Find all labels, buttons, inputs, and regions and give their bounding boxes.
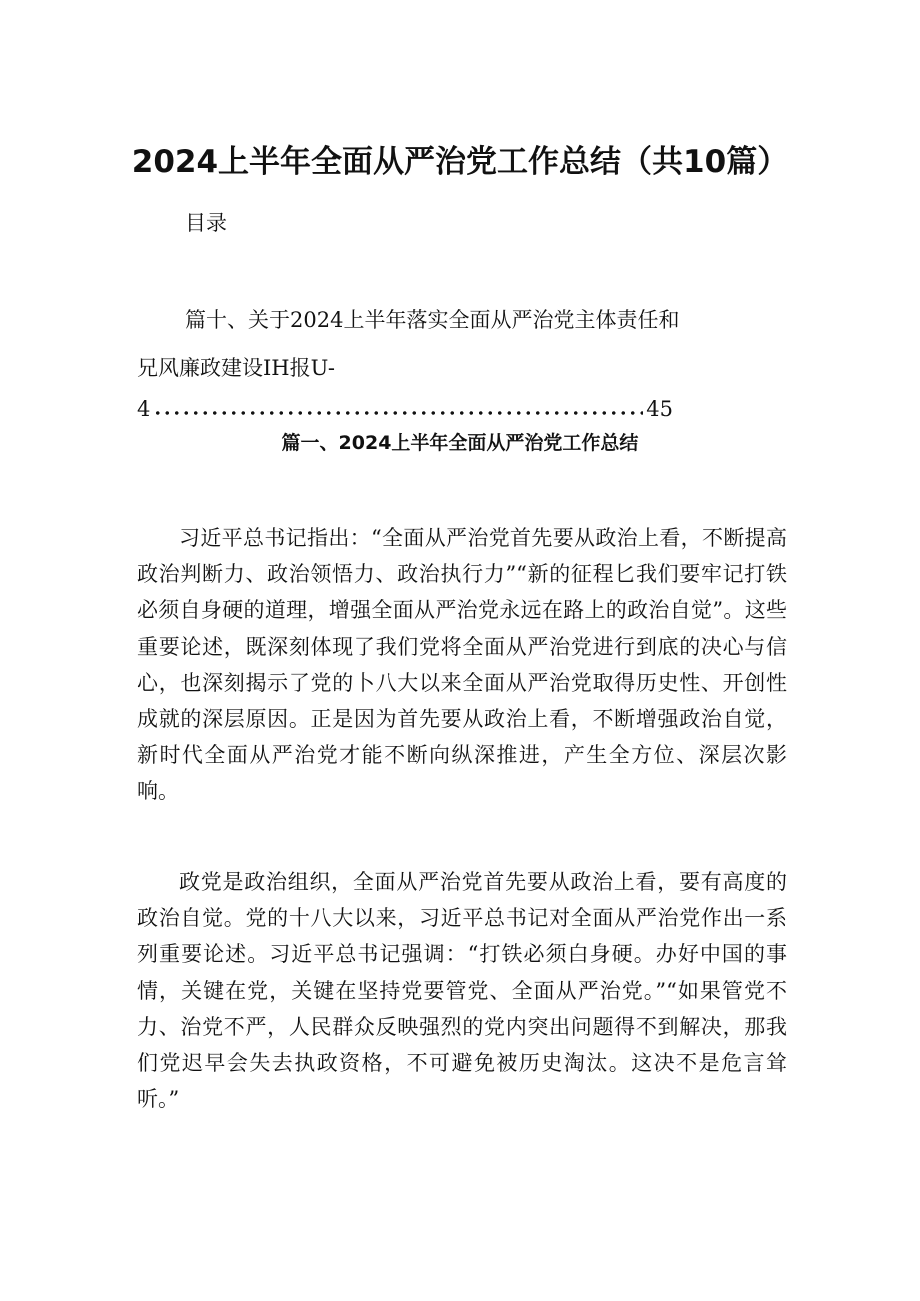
toc-dot-leader	[153, 411, 643, 415]
toc-entry-line-2[interactable]: 兄风廉政建设IH报U-	[137, 356, 336, 380]
body-paragraph: 政党是政治组织，全面从严治党首先要从政治上看，要有高度的政治自觉。党的十八大以来，习近平总书记对全面从严治党作出一系列重要论述。习近平总书记强调：“打铁必须白身硬。办好中国的事情，关键在党，关键在坚持党要管党、全面从严治党。”“如果管党不力、治党不严，人民群众反映强烈的党内突出问题得不到解决，那我们党迟早会失去执政资格，不可避免被历史淘汰。这决不是危言耸听。”	[137, 870, 787, 1112]
toc-page-number: 45	[646, 397, 673, 421]
body-paragraph: 习近平总书记指出：“全面从严治党首先要从政治上看，不断提高政治判断力、政治领悟力、政治执行力”“新的征程匕我们要牢记打铁必须自身硬的道理，增强全面从严治党永远在路上的政治自觉”。这些重要论述，既深刻体现了我们党将全面从严治党进行到底的决心与信心，也深刻揭示了党的卜八大以来全面从严治党取得历史性、开创性成就的深层原因。正是因为首先要从政治上看，不断增强政治自觉，新时代全面从严治党才能不断向纵深推进，产生全方位、深层次影响。	[137, 526, 787, 804]
toc-entry-line-1[interactable]: 篇十、关于2024上半年落实全面从严治党主体责任和	[185, 308, 680, 332]
toc-leader-start: 4	[137, 397, 151, 421]
toc-entry-leader[interactable]	[137, 397, 673, 427]
document-title: 2024上半年全面从严治党工作总结（共10篇）	[131, 144, 789, 180]
chapter-heading: 篇一、2024上半年全面从严治党工作总结	[281, 432, 639, 454]
toc-heading: 目录	[185, 211, 227, 235]
